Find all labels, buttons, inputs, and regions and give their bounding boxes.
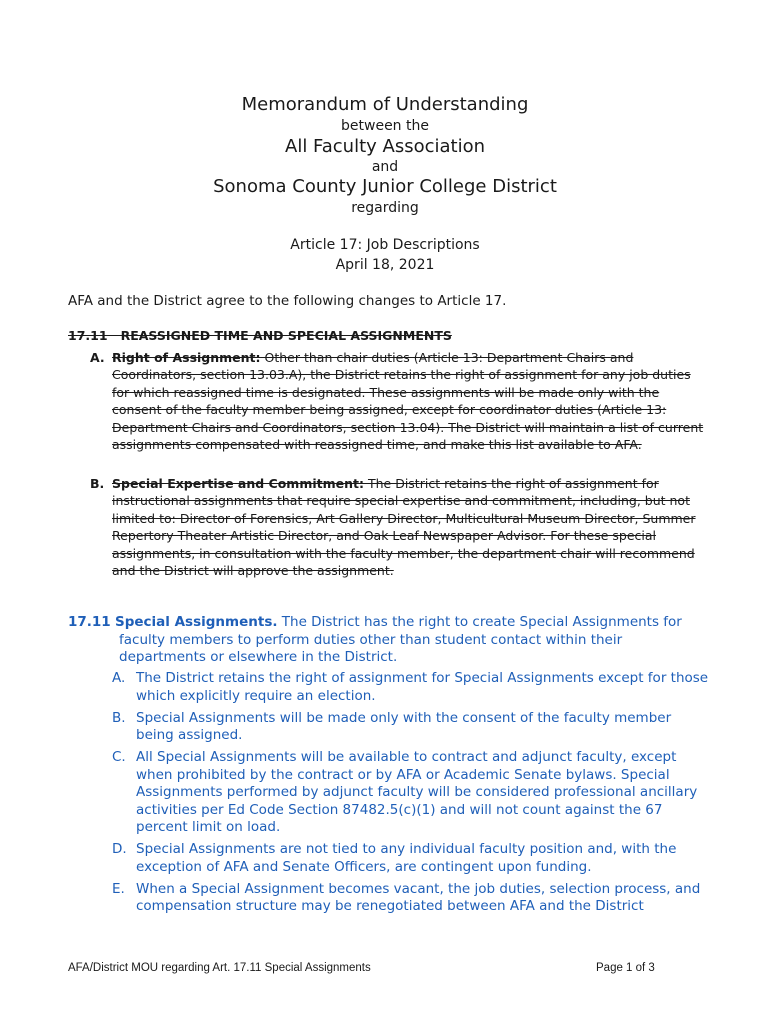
deleted-item-a-text: Other than chair duties (Article 13: Department Chairs and Coordinators, section 13.03.A), the District retains the right of assignment for any job duties for which reassigned time is designated. These assignments will be made only with the consent of the faculty member being assigned, except for coordinator duties (Article 13: Department Chairs and Coordinators, section 13.04). The District will maintain a list of current assignments compensated with reassigned time, and make this list available to AFA. [112,350,704,453]
new-item-d-text: Special Assignments are not tied to any individual faculty position and, with the exception of AFA and Senate Officers, are contingent upon funding. [136,841,677,875]
new-item-d [112,841,712,876]
memo-party-2: Sonoma County Junior College District [213,176,557,197]
new-item-c-letter: C. [112,749,126,765]
new-item-c-text: All Special Assignments will be available to contract and adjunct faculty, except when prohibited by the contract or by AFA or Academic Senate bylaws. Special Assignments performed by adjunct faculty will be considered professional ancillary activities per Ed Code Section 87482.5(c)(1) and will not count against the 67 percent limit on load. [136,749,698,835]
deleted-item-b-letter: B. [90,476,105,491]
new-section-list [112,670,712,920]
deleted-item-b-body [112,475,710,579]
deleted-section-heading: 17.11 REASSIGNED TIME AND SPECIAL ASSIGNMENTS [68,328,452,343]
deleted-item-a-letter: A. [90,350,105,365]
memo-title: Memorandum of Understanding [241,94,529,115]
new-item-e-letter: E. [112,880,125,897]
new-item-a-text: The District retains the right of assignment for Special Assignments except for those which explicitly require an election. [136,670,709,704]
intro-paragraph: AFA and the District agree to the following changes to Article 17. [68,293,507,309]
deleted-item-b-text: The District retains the right of assignment for instructional assignments that require special expertise and commitment, including, but not limited to: Director of Forensics, Art Gallery Director, Multicultural Museum Director, Summer Repertory Theater Artistic Director, and Oak Leaf Newspaper Advisor. For these special assignments, in consultation with the faculty member, the department chair will recommend and the District will approve the assignment. [112,476,696,579]
memo-article: Article 17: Job Descriptions [290,237,480,253]
memo-party-1: All Faculty Association [285,136,485,157]
new-section-lead: Special Assignments. [115,614,278,630]
deleted-item-b [90,475,710,579]
new-item-c [112,749,712,837]
new-item-a-letter: A. [112,670,126,686]
deleted-item-a-body [112,349,710,453]
deleted-item-a [90,349,710,453]
new-item-b-text: Special Assignments will be made only with the consent of the faculty member being assigned. [136,709,672,743]
new-item-e-text: When a Special Assignment becomes vacant, the job duties, selection process, and compensation structure may be renegotiated between AFA and the District [136,880,701,914]
new-item-b-letter: B. [112,709,126,726]
new-section-intro [68,614,708,667]
new-item-a [112,670,712,705]
new-item-e [112,881,712,916]
footer-page-number: Page 1 of 3 [596,962,655,974]
memo-regarding: regarding [351,200,419,216]
new-item-b [112,710,712,745]
new-section-text-line1: The District has the right to create Special Assignments for [277,614,682,630]
deleted-item-a-lead: Right of Assignment: [112,350,261,365]
footer-document-title: AFA/District MOU regarding Art. 17.11 Special Assignments [68,962,371,974]
memo-between: between the [341,118,429,134]
new-item-d-letter: D. [112,841,127,857]
new-section-text-rest: faculty members to perform duties other than student contact within their departments or elsewhere in the District. [119,631,623,665]
memo-and: and [371,159,399,175]
deleted-item-b-lead: Special Expertise and Commitment: [112,476,364,491]
new-section-number: 17.11 [68,614,111,630]
memo-date: April 18, 2021 [335,257,435,273]
